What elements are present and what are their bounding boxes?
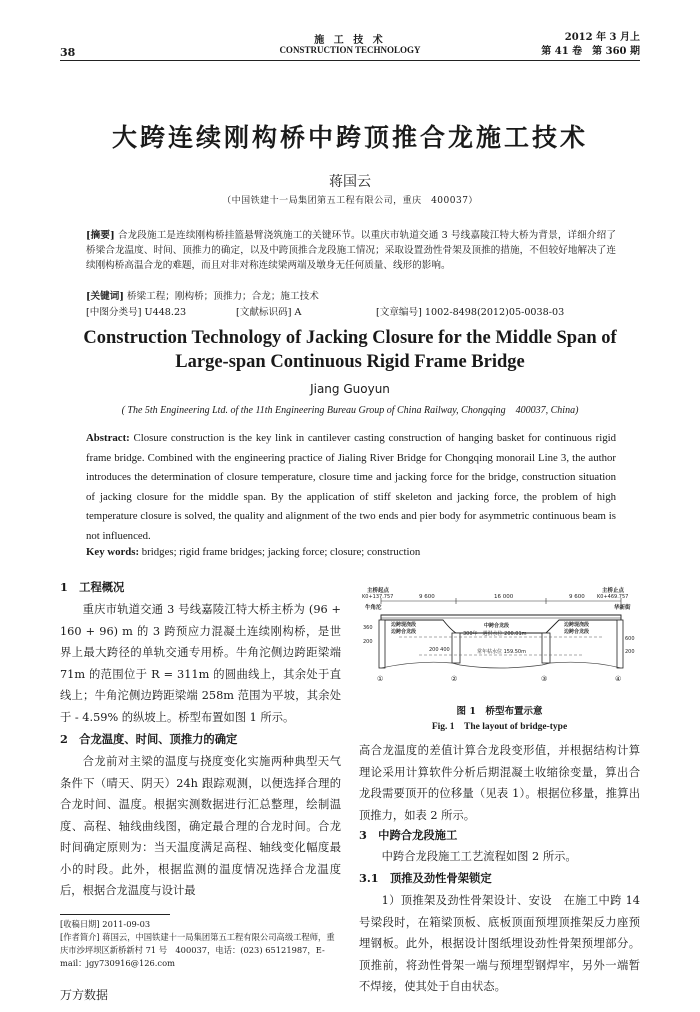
section-3-1-text: 1）顶推架及劲性骨架设计、安设 在施工中跨 14 号梁段时，在箱梁顶板、底板顶面预埋顶推架反力座预埋钢板。此外，根据设计图纸埋设劲性骨架预埋部分。顶推前，将劲性骨架一端与预埋型钢焊牢，另外一端暂不焊接，使其处于自由状态。: [359, 894, 640, 993]
received-date: [收稿日期] 2011-09-03: [60, 919, 151, 929]
figure-1-caption-cn: 图 1 桥型布置示意: [456, 706, 543, 717]
keywords-cn: [86, 288, 616, 302]
section-3-heading: 3 中跨合龙段施工: [359, 828, 458, 842]
abstract-cn: [86, 228, 616, 273]
fig-start-km: K0+137.757: [362, 594, 394, 600]
fig-dim-360: 360: [363, 625, 373, 631]
fig-mid-closure: 中跨合龙段: [484, 623, 510, 629]
fig-left-closure2: 边跨合龙段: [391, 629, 417, 635]
journal-name-cn: 施 工 技 术: [314, 35, 386, 46]
keywords-en: [86, 546, 616, 558]
fig-pier2-label: ②: [451, 675, 458, 683]
keywords-en-text: bridges; rigid frame bridges; jacking force; closure; construction: [141, 546, 421, 558]
fig-dim-400: 200 400: [429, 647, 450, 653]
affiliation-cn: （中国铁建十一局集团第五工程有限公司，重庆 400037）: [222, 196, 478, 206]
abstract-en: [86, 429, 616, 546]
section-3-1-heading: 3.1 顶推及劲性骨架锁定: [359, 871, 492, 885]
issue-date: 2012 年 3 月上: [564, 32, 640, 43]
fig-right-town: 华新街: [614, 605, 631, 611]
fig-pier3-label: ③: [541, 675, 548, 683]
abstract-en-text: Closure construction is the key link in cantilever casting construction of hanging basket for continuous rigid frame bridge. Combined with the engineering practice of Jialing River Bridge for Chongqing monorail Line 3, the author introduces the determination of closure temperature, closure time and jacking force for the bridge, construction situation of jacking closure for the middle span. By the application of stiff skeleton and jacking force, the problem of high temperature closure is solved, the quality and alignment of the two ends and pier body for asymmetric continuous beam is not influenced.: [86, 432, 616, 542]
author-en: Jiang Guoyun: [310, 382, 390, 396]
section-2-continued: 高合龙温度的差值计算合龙段变形值，并根据结构计算理论采用计算软件分析后期混凝土收缩徐变量，算出合龙段需要顶开的位移量（见表 1）。根据位移量，推算出顶推力，如表 2 所示。: [359, 744, 640, 822]
document-code: [文献标识码] A: [236, 307, 302, 318]
fig-dim-200: 200: [363, 639, 373, 645]
clc-number: [中图分类号] U448.23: [86, 307, 187, 318]
fig-span2: 16 000: [494, 594, 514, 600]
fig-pier4-label: ④: [615, 675, 622, 683]
section-3-text: 中跨合龙段施工工艺流程如图 2 所示。: [381, 850, 577, 863]
fig-pier1-label: ①: [377, 675, 384, 683]
abstract-cn-label: [摘要]: [86, 230, 115, 241]
fig-pier-4: [617, 620, 623, 668]
journal-name-en: CONSTRUCTION TECHNOLOGY: [279, 45, 421, 55]
fig-end-label: 主桥止点: [602, 588, 625, 594]
abstract-en-label: Abstract:: [86, 432, 130, 444]
header-rule: [60, 60, 640, 61]
fig-span3: 9 600: [569, 594, 585, 600]
article-number: [文章编号] 1002-8498(2012)05-0038-03: [376, 307, 565, 318]
affiliation-en: ( The 5th Engineering Ltd. of the 11th Engineering Bureau Group of China Railway, Chongqing 400037, China): [121, 405, 579, 416]
section-2-text: 合龙前对主梁的温度与挠度变化实施两种典型天气条件下（晴天、阴天）24h 跟踪观测，以便选择合理的合龙时间、温度。根据实测数据进行汇总整理，绘制温度、高程、轴线曲线图，确定最合理的合龙时间。合龙时间确定原则为：当天温度满足高程、轴线变化幅度最小的时段。此外，根据监测的温度情况选择合龙温度后，根据合龙温度与设计最: [60, 755, 341, 897]
fig-end-km: K0+469.757: [597, 594, 629, 600]
fig-right-closure2: 边跨合龙段: [564, 629, 590, 635]
paper-title-en: Construction Technology of Jacking Closure for the Middle Span of Large-span Continuous Rigid Frame Bridge: [83, 328, 617, 372]
fig-flood-label: 300年一遇洪水位 200.01m: [463, 631, 527, 637]
figure-1-caption-en: Fig. 1 The layout of bridge-type: [431, 722, 568, 732]
abstract-cn-text: 合龙段施工是连续刚构桥挂篮悬臂浇筑施工的关键环节。以重庆市轨道交通 3 号线嘉陵江特大桥为背景，详细介绍了桥梁合龙温度、时间、顶推力的确定，以及中跨顶推合龙段施工情况；采取设置劲性骨架及顶推的措施，不但较好地解决了连续刚构桥高温合龙的难题，而且对非对称连续梁两端及墩身无任何质量、线形的影响。: [86, 230, 616, 271]
fig-dim-600: 600: [625, 636, 635, 642]
keywords-cn-label: [关键词]: [86, 291, 124, 302]
fig-pier-1: [379, 620, 385, 668]
fig-right-closure: 边跨现浇段: [564, 622, 590, 628]
fig-span1: 9 600: [419, 594, 435, 600]
footnote: [60, 918, 341, 970]
section-1-heading: 1 工程概况: [60, 580, 125, 594]
section-2-heading: 2 合龙温度、时间、顶推力的确定: [60, 732, 238, 746]
author-bio: [作者简介] 蒋国云，中国铁建十一局集团第五工程有限公司高级工程师，重庆市沙坪坝区新桥新村 71 号 400037，电话：(023) 65121987，E-mail：jgy730916@126.com: [60, 932, 335, 968]
fig-left-closure: 边跨现浇段: [391, 622, 417, 628]
paper-title-cn: 大跨连续刚构桥中跨顶推合龙施工技术: [111, 123, 588, 152]
fig-start-label: 主桥起点: [367, 588, 390, 594]
keywords-en-label: Key words:: [86, 546, 140, 558]
section-1-text: 重庆市轨道交通 3 号线嘉陵江特大桥主桥为 (96 + 160 + 96) m 的 3 跨预应力混凝土连续刚构桥，是世界上最大跨径的单轨交通专用桥。牛角沱侧边跨距梁端 71m 的范围位于 R = 311m 的圆曲线上，其余处于直线上；牛角沱侧边跨距梁端 258m 范围为平坡，其余处于 - 4.59% 的纵坡上。桥型布置如图 1 所示。: [60, 603, 341, 724]
volume-issue: 第 41 卷 第 360 期: [541, 46, 640, 57]
keywords-cn-text: 桥梁工程；刚构桥；顶推力；合龙；施工技术: [126, 291, 319, 302]
fig-dim-200b: 200: [625, 649, 635, 655]
fig-pier-2: [452, 633, 460, 663]
watermark: 万方数据: [60, 988, 109, 1002]
author-cn: 蒋国云: [329, 174, 371, 190]
bridge-layout-figure: [359, 585, 640, 695]
fig-pier-3: [542, 633, 550, 663]
fig-riverbed: [381, 662, 621, 668]
page-number: 38: [60, 46, 76, 59]
fig-left-town: 牛角沱: [365, 605, 382, 611]
footnote-rule: [60, 914, 170, 915]
fig-normal-label: 常年枯水位 159.50m: [477, 649, 526, 655]
issue-info: [541, 31, 640, 59]
